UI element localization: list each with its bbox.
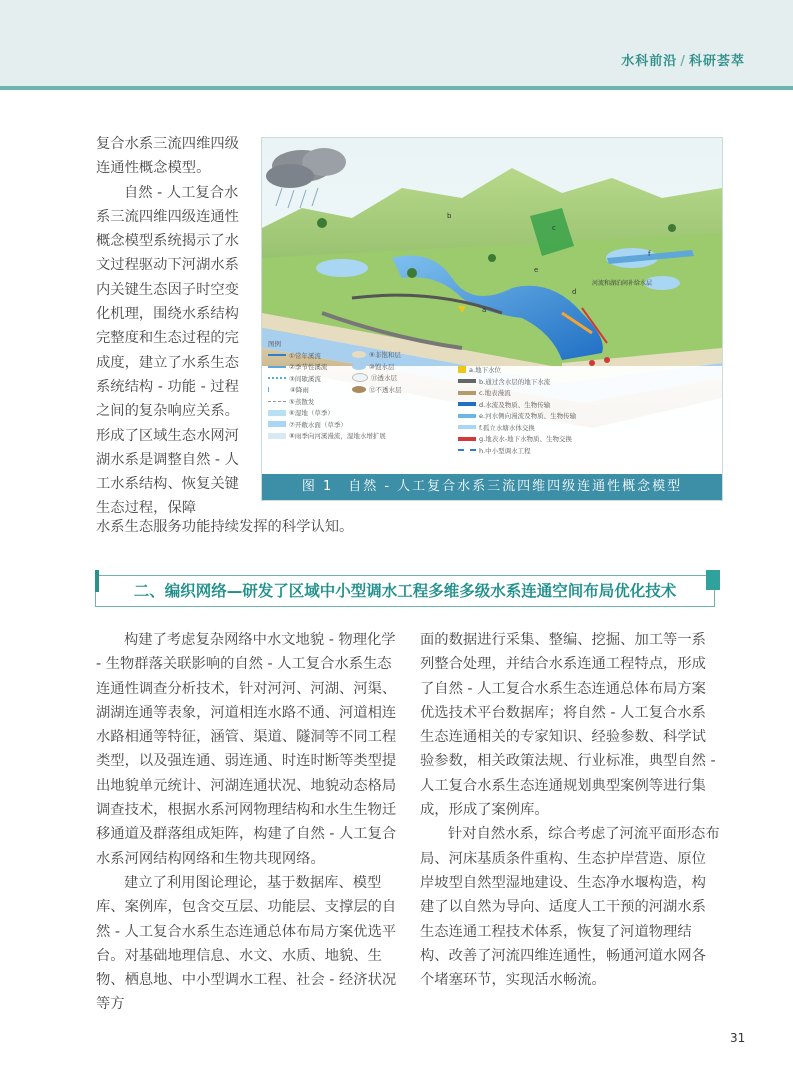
- section-tag-separator: /: [680, 54, 686, 69]
- unsaturated-swatch: [352, 351, 366, 358]
- rain-swatch: [268, 387, 287, 392]
- label-c: c: [552, 224, 556, 232]
- legend-item: ⑧雨季向河溪漫流，湿地水增扩展: [268, 430, 386, 442]
- section-tag: [621, 50, 745, 69]
- legend-right: [458, 364, 576, 456]
- legend-item: ③间歇溪流: [268, 373, 386, 385]
- groundwater-arrow-icon: [458, 379, 476, 383]
- legend-item: f.孤立水塘水体交换: [458, 422, 576, 434]
- section-title: 二、编织网络—研发了区域中小型调水工程多维多级水系连通空间布局优化技术: [133, 582, 677, 600]
- legend-item: ④降雨: [268, 384, 386, 396]
- wetland-swatch: [268, 410, 286, 416]
- legend-item: a.地下水位: [458, 364, 576, 376]
- flow-arrow-icon: [458, 402, 476, 406]
- legend-item: ①常年溪流: [268, 350, 386, 362]
- right-paragraph-2: 针对自然水系，综合考虑了河流平面形态布局、河床基质条件重构、生态护岸营造、原位岸坡型自然型湿地建设、生态净水堰构造，构建了以自然为导向、适度人工干预的河湖水系生态连通工程技术体系，恢复了河道物理结构、改善了河流四维连通性，畅通河道水网各个堵塞环节，实现活水畅流。: [420, 826, 720, 989]
- page-number: 31: [730, 1031, 746, 1045]
- label-f: f: [648, 250, 651, 258]
- left-column: [96, 628, 398, 1017]
- lateral-arrow-icon: [458, 414, 476, 418]
- section-tag-left: 水科前沿: [621, 54, 678, 69]
- intermittent-swatch: [268, 377, 286, 379]
- seasonal-swatch: [268, 366, 286, 368]
- stream-swatch: [268, 354, 286, 356]
- label-d: d: [572, 288, 577, 296]
- intro-paragraph-1: 复合水系三流四维四级连通性概念模型。: [96, 136, 239, 177]
- open-water-swatch: [268, 421, 286, 427]
- overland-arrow-icon: [458, 391, 476, 395]
- legend-item: ⑦开敞水面（草季）: [268, 419, 386, 431]
- left-paragraph-2: 建立了利用图论理论，基于数据库、模型库、案例库，包含交互层、功能层、支撑层的自然 - 人工复合水系生态连通总体布局方案优选平台。对基础地理信息、水文、水质、地貌、生物、栖息地、中小型调水工程、社会 - 经济状况等方: [96, 874, 397, 1013]
- evaporation-swatch: [268, 401, 286, 402]
- right-column: [420, 628, 720, 992]
- legend-item: e.河水侧向漫流及物质、生物传输: [458, 410, 576, 422]
- legend-item: ②季节性溪流: [268, 361, 386, 373]
- figure-1: [261, 137, 723, 501]
- header-band: [0, 0, 793, 86]
- intro-paragraph-2: 自然 - 人工复合水系三流四维四级连通性概念模型系统揭示了水文过程驱动下河湖水系内关键生态因子时空变化机理，围绕水系结构完整度和生态过程的完成度，建立了水系生态系统结构 - 功能 - 过程之间的复杂响应关系。形成了区域生态水网河湖水系是调整自然 - 人工水系结构、恢复关键生态过程，保障: [96, 184, 239, 517]
- section-heading: [95, 575, 715, 607]
- permeable-swatch: [352, 373, 368, 382]
- legend-item: ⑩饱水层: [352, 361, 402, 373]
- figure-caption: 图 1 自然 - 人工复合水系三流四维四级连通性概念模型: [262, 474, 722, 500]
- legend-mid: [352, 349, 402, 395]
- inset-label: 河流和湖泊间补给水层: [592, 280, 653, 287]
- pond-exchange-icon: [458, 425, 476, 429]
- legend-title: 图例: [268, 340, 281, 349]
- label-b: b: [447, 212, 452, 220]
- legend-item: ⑪透水层: [352, 372, 402, 384]
- water-table-icon: [458, 366, 466, 373]
- impermeable-swatch: [352, 386, 366, 393]
- intro-column: [96, 132, 246, 521]
- legend-item: h.中小型调水工程: [458, 445, 576, 457]
- header-divider: [0, 86, 793, 90]
- section-tag-right: 科研荟萃: [688, 54, 745, 69]
- expansion-swatch: [268, 433, 286, 439]
- intro-paragraph-tail: 水系生态服务功能持续发挥的科学认知。: [96, 519, 354, 535]
- label-a: a: [482, 306, 487, 314]
- legend-item: ⑨非饱和层: [352, 349, 402, 361]
- label-e: e: [534, 266, 539, 274]
- legend-item: ⑫不透水层: [352, 384, 402, 396]
- legend-item: c.地表漫流: [458, 387, 576, 399]
- saturated-swatch: [352, 363, 366, 370]
- right-paragraph-1: 面的数据进行采集、整编、挖掘、加工等一系列整合处理，并结合水系连通工程特点，形成了自然 - 人工复合水系生态连通总体布局方案优选技术平台数据库；将自然 - 人工复合水系生态连通相关的专家知识、经验参数、科学试验参数，相关政策法规、行业标准，典型自然 - 人工复合水系生态连通规划典型案例等进行集成，形成了案例库。: [420, 632, 716, 819]
- legend-item: g.地表水-地下水物质、生物交换: [458, 433, 576, 445]
- legend-item: d.水流及物质、生物传输: [458, 399, 576, 411]
- legend-item: ⑤蒸散发: [268, 396, 386, 408]
- legend-item: b.通过含水层的地下水流: [458, 376, 576, 388]
- legend-item: ⑥湿地（草季）: [268, 407, 386, 419]
- left-paragraph-1: 构建了考虑复杂网络中水文地貌 - 物理化学 - 生物群落关联影响的自然 - 人工复合水系生态连通性调查分析技术，针对河河、河湖、河渠、湖湖连通等表象，河道相连水路不通、河道相连水路相通等特征，涵管、渠道、隧洞等不同工程类型，以及强连通、弱连通、时连时断等类型提出地貌单元统计、河湖连通状况、地貌动态格局调查技术，根据水系河网物理结构和水生生物迁移通道及群落组成矩阵，构建了自然 - 人工复合水系河网结构网络和生物共现网络。: [96, 632, 397, 867]
- diversion-arrow-icon: [458, 449, 476, 451]
- exchange-arrow-icon: [458, 437, 476, 441]
